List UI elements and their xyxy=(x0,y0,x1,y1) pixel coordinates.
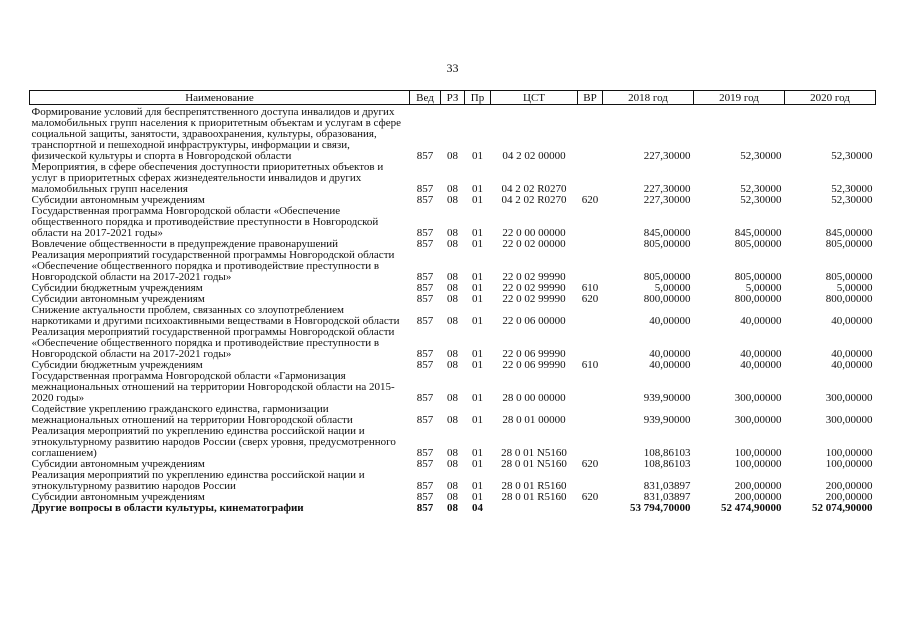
row-pr: 01 xyxy=(472,238,483,250)
row-cst: 22 0 02 99990 xyxy=(502,282,566,294)
row-rz: 08 xyxy=(447,359,458,371)
row-pr: 01 xyxy=(472,491,483,503)
row-ved: 857 xyxy=(416,150,434,162)
row-rz: 08 xyxy=(447,282,458,294)
row-2019-amount: 800,00000 xyxy=(734,293,782,305)
row-name: Мероприятия, в сфере обеспечения доступности приоритетных объектов и услуг в приоритетных сферах жизнедеятельности инвалидов и других маломобильных групп населения xyxy=(31,161,384,195)
row-rz: 08 xyxy=(447,414,458,426)
row-vr: 620 xyxy=(581,194,599,206)
row-cst: 28 0 01 R5160 xyxy=(501,491,567,503)
row-cst: 22 0 00 00000 xyxy=(502,227,566,239)
row-vr xyxy=(578,105,603,163)
row-name: Субсидии автономным учреждениям xyxy=(31,458,205,470)
row-pr: 01 xyxy=(472,414,483,426)
row-2020-amount: 100,00000 xyxy=(825,447,873,459)
row-2019-amount: 5,00000 xyxy=(745,282,782,294)
row-vr xyxy=(578,239,603,250)
row-name: Субсидии автономным учреждениям xyxy=(31,293,205,305)
row-ved: 857 xyxy=(416,194,434,206)
row-2020-amount: 845,00000 xyxy=(825,227,873,239)
row-cst: 22 0 02 99990 xyxy=(502,293,566,305)
row-2019-amount: 100,00000 xyxy=(734,447,782,459)
row-name: Реализация мероприятий государственной программы Новгородской области «Обеспечение общественного порядка и противодействие преступности в Новгородской области на 2017-2021 годы» xyxy=(31,326,395,360)
row-2020-amount: 52,30000 xyxy=(831,183,873,195)
row-rz: 08 xyxy=(447,491,458,503)
row-2020-amount: 805,00000 xyxy=(825,271,873,283)
row-cst: 22 0 02 00000 xyxy=(502,238,566,250)
row-pr: 04 xyxy=(472,502,483,514)
row-2020-amount: 52,30000 xyxy=(831,194,873,206)
row-2018-amount: 831,03897 xyxy=(643,491,691,503)
row-2019-amount: 40,00000 xyxy=(740,359,782,371)
row-ved: 857 xyxy=(416,447,434,459)
row-rz: 08 xyxy=(447,480,458,492)
row-2018-amount: 831,03897 xyxy=(643,480,691,492)
table-row xyxy=(30,327,876,360)
row-name: Субсидии автономным учреждениям xyxy=(31,491,205,503)
row-rz: 08 xyxy=(447,502,458,514)
row-vr xyxy=(578,371,603,404)
table-row xyxy=(30,250,876,283)
row-2018-amount: 805,00000 xyxy=(643,238,691,250)
row-rz: 08 xyxy=(447,227,458,239)
table-header-row xyxy=(30,91,876,105)
row-vr xyxy=(578,426,603,459)
row-pr: 01 xyxy=(472,150,483,162)
row-name: Формирование условий для беспрепятственного доступа инвалидов и других маломобильных групп населения к приоритетным объектам и услугам в сфере социальной защиты, занятости, здравоохранения, культуры, образования, транспортной и пешеходной инфраструктуры, информации и связи, физической культуры и спорта в Новгородской области xyxy=(31,106,401,162)
header-2018: 2018 год xyxy=(603,91,694,105)
table-row xyxy=(30,470,876,492)
row-rz: 08 xyxy=(447,183,458,195)
row-cst: 04 2 02 R0270 xyxy=(501,194,567,206)
row-rz: 08 xyxy=(447,348,458,360)
row-pr: 01 xyxy=(472,271,483,283)
page-number: 33 xyxy=(446,61,459,75)
row-vr: 610 xyxy=(581,282,599,294)
row-pr: 01 xyxy=(472,194,483,206)
row-2019-amount: 40,00000 xyxy=(740,348,782,360)
row-name: Субсидии бюджетным учреждениям xyxy=(31,359,203,371)
row-pr: 01 xyxy=(472,392,483,404)
row-ved: 857 xyxy=(416,392,434,404)
row-2019-amount: 200,00000 xyxy=(734,480,782,492)
row-2018-amount: 227,30000 xyxy=(643,150,691,162)
table-total-row xyxy=(30,503,876,514)
row-cst xyxy=(491,503,578,514)
row-rz: 08 xyxy=(447,293,458,305)
row-2019-amount: 805,00000 xyxy=(734,238,782,250)
row-vr: 620 xyxy=(581,293,599,305)
row-ved: 857 xyxy=(416,480,434,492)
row-2019-amount: 40,00000 xyxy=(740,315,782,327)
row-vr xyxy=(578,404,603,426)
row-vr xyxy=(578,327,603,360)
row-name: Государственная программа Новгородской области «Гармонизация межнациональных отношений на территории Новгородской области на 2015-2020 годы» xyxy=(31,370,395,404)
row-2020-amount: 805,00000 xyxy=(825,238,873,250)
header-ved: Вед xyxy=(410,91,441,105)
row-name: Другие вопросы в области культуры, кинематографии xyxy=(31,502,304,514)
row-name: Субсидии бюджетным учреждениям xyxy=(31,282,203,294)
row-2018-amount: 227,30000 xyxy=(643,183,691,195)
row-2020-amount: 5,00000 xyxy=(836,282,873,294)
row-cst: 22 0 06 99990 xyxy=(502,348,566,360)
row-cst: 22 0 06 00000 xyxy=(502,315,566,327)
row-2019-amount: 52,30000 xyxy=(740,150,782,162)
row-vr xyxy=(578,206,603,239)
row-name: Реализация мероприятий государственной программы Новгородской области «Обеспечение общественного порядка и противодействие преступности в Новгородской области на 2017-2021 годы» xyxy=(31,249,395,283)
header-2019: 2019 год xyxy=(694,91,785,105)
row-2020-amount: 300,00000 xyxy=(825,392,873,404)
row-pr: 01 xyxy=(472,359,483,371)
budget-table xyxy=(29,90,876,514)
row-ved: 857 xyxy=(416,271,434,283)
row-name: Содействие укреплению гражданского единства, гармонизации межнациональных отношений на территории Новгородской области xyxy=(31,403,353,426)
row-ved: 857 xyxy=(416,282,434,294)
row-2020-amount: 200,00000 xyxy=(825,480,873,492)
row-ved: 857 xyxy=(416,458,434,470)
table-row xyxy=(30,105,876,163)
header-pr: Пр xyxy=(465,91,491,105)
row-2018-amount: 108,86103 xyxy=(643,458,691,470)
row-2020-amount: 40,00000 xyxy=(831,315,873,327)
row-2018-amount: 805,00000 xyxy=(643,271,691,283)
row-pr: 01 xyxy=(472,293,483,305)
row-ved: 857 xyxy=(416,238,434,250)
table-row xyxy=(30,206,876,239)
row-2020-amount: 40,00000 xyxy=(831,359,873,371)
row-2018-amount: 939,90000 xyxy=(643,414,691,426)
header-cst: ЦСТ xyxy=(491,91,578,105)
row-cst: 28 0 01 N5160 xyxy=(501,458,567,470)
row-vr: 620 xyxy=(581,491,599,503)
row-2018-amount: 53 794,70000 xyxy=(630,502,691,514)
row-2020-amount: 100,00000 xyxy=(825,458,873,470)
row-ved: 857 xyxy=(416,414,434,426)
row-2018-amount: 40,00000 xyxy=(649,315,691,327)
row-vr xyxy=(578,470,603,492)
row-2018-amount: 108,86103 xyxy=(643,447,691,459)
table-row xyxy=(30,305,876,327)
row-rz: 08 xyxy=(447,150,458,162)
row-name: Субсидии автономным учреждениям xyxy=(31,194,205,206)
row-2019-amount: 100,00000 xyxy=(734,458,782,470)
row-2019-amount: 52 474,90000 xyxy=(721,502,782,514)
row-ved: 857 xyxy=(416,293,434,305)
row-cst: 28 0 01 N5160 xyxy=(501,447,567,459)
row-2020-amount: 52 074,90000 xyxy=(812,502,873,514)
row-cst: 04 2 02 R0270 xyxy=(501,183,567,195)
row-pr: 01 xyxy=(472,183,483,195)
row-rz: 08 xyxy=(447,238,458,250)
header-name: Наименование xyxy=(30,91,410,105)
row-pr: 01 xyxy=(472,458,483,470)
row-ved: 857 xyxy=(416,491,434,503)
row-ved: 857 xyxy=(416,315,434,327)
row-rz: 08 xyxy=(447,194,458,206)
row-pr: 01 xyxy=(472,282,483,294)
row-rz: 08 xyxy=(447,458,458,470)
row-rz: 08 xyxy=(447,315,458,327)
row-2020-amount: 300,00000 xyxy=(825,414,873,426)
row-cst: 28 0 00 00000 xyxy=(502,392,566,404)
row-2018-amount: 939,90000 xyxy=(643,392,691,404)
table-row xyxy=(30,162,876,195)
row-rz: 08 xyxy=(447,392,458,404)
header-vr: ВР xyxy=(578,91,603,105)
row-2020-amount: 40,00000 xyxy=(831,348,873,360)
row-2019-amount: 300,00000 xyxy=(734,414,782,426)
row-pr: 01 xyxy=(472,480,483,492)
row-2019-amount: 300,00000 xyxy=(734,392,782,404)
row-2019-amount: 200,00000 xyxy=(734,491,782,503)
row-name: Государственная программа Новгородской области «Обеспечение общественного порядка и противодействие преступности в Новгородской области на 2017-2021 годы» xyxy=(31,205,379,239)
row-ved: 857 xyxy=(416,227,434,239)
row-pr: 01 xyxy=(472,348,483,360)
row-vr xyxy=(578,305,603,327)
table-row xyxy=(30,371,876,404)
row-name: Реализация мероприятий по укреплению единства российской нации и этнокультурному развитию народов России (сверх уровня, предусмотренного соглашением) xyxy=(31,425,396,459)
row-vr xyxy=(578,503,603,514)
row-2020-amount: 52,30000 xyxy=(831,150,873,162)
row-cst: 22 0 06 99990 xyxy=(502,359,566,371)
row-2018-amount: 227,30000 xyxy=(643,194,691,206)
row-2019-amount: 845,00000 xyxy=(734,227,782,239)
row-pr: 01 xyxy=(472,447,483,459)
row-name: Реализация мероприятий по укреплению единства российской нации и этнокультурному развитию народов России xyxy=(31,469,365,492)
row-ved: 857 xyxy=(416,183,434,195)
row-pr: 01 xyxy=(472,227,483,239)
row-ved: 857 xyxy=(416,348,434,360)
row-2018-amount: 40,00000 xyxy=(649,359,691,371)
table-row xyxy=(30,404,876,426)
row-vr: 620 xyxy=(581,458,599,470)
row-2018-amount: 800,00000 xyxy=(643,293,691,305)
row-2018-amount: 845,00000 xyxy=(643,227,691,239)
row-vr xyxy=(578,162,603,195)
row-cst: 28 0 01 R5160 xyxy=(501,480,567,492)
row-2019-amount: 52,30000 xyxy=(740,183,782,195)
header-2020: 2020 год xyxy=(785,91,876,105)
row-cst: 22 0 02 99990 xyxy=(502,271,566,283)
row-2019-amount: 805,00000 xyxy=(734,271,782,283)
row-rz: 08 xyxy=(447,447,458,459)
row-ved: 857 xyxy=(416,502,434,514)
row-2018-amount: 40,00000 xyxy=(649,348,691,360)
row-ved: 857 xyxy=(416,359,434,371)
row-2018-amount: 5,00000 xyxy=(654,282,691,294)
row-2020-amount: 200,00000 xyxy=(825,491,873,503)
row-rz: 08 xyxy=(447,271,458,283)
row-vr: 610 xyxy=(581,359,599,371)
table-body xyxy=(30,105,876,515)
row-pr: 01 xyxy=(472,315,483,327)
row-cst: 28 0 01 00000 xyxy=(502,414,566,426)
row-vr xyxy=(578,250,603,283)
row-name: Снижение актуальности проблем, связанных со злоупотреблением наркотиками и другими психоактивными веществами в Новгородской области xyxy=(31,304,400,327)
row-cst: 04 2 02 00000 xyxy=(502,150,566,162)
row-name: Вовлечение общественности в предупреждение правонарушений xyxy=(31,238,339,250)
header-rz: РЗ xyxy=(441,91,465,105)
table-row xyxy=(30,426,876,459)
row-2019-amount: 52,30000 xyxy=(740,194,782,206)
row-2020-amount: 800,00000 xyxy=(825,293,873,305)
